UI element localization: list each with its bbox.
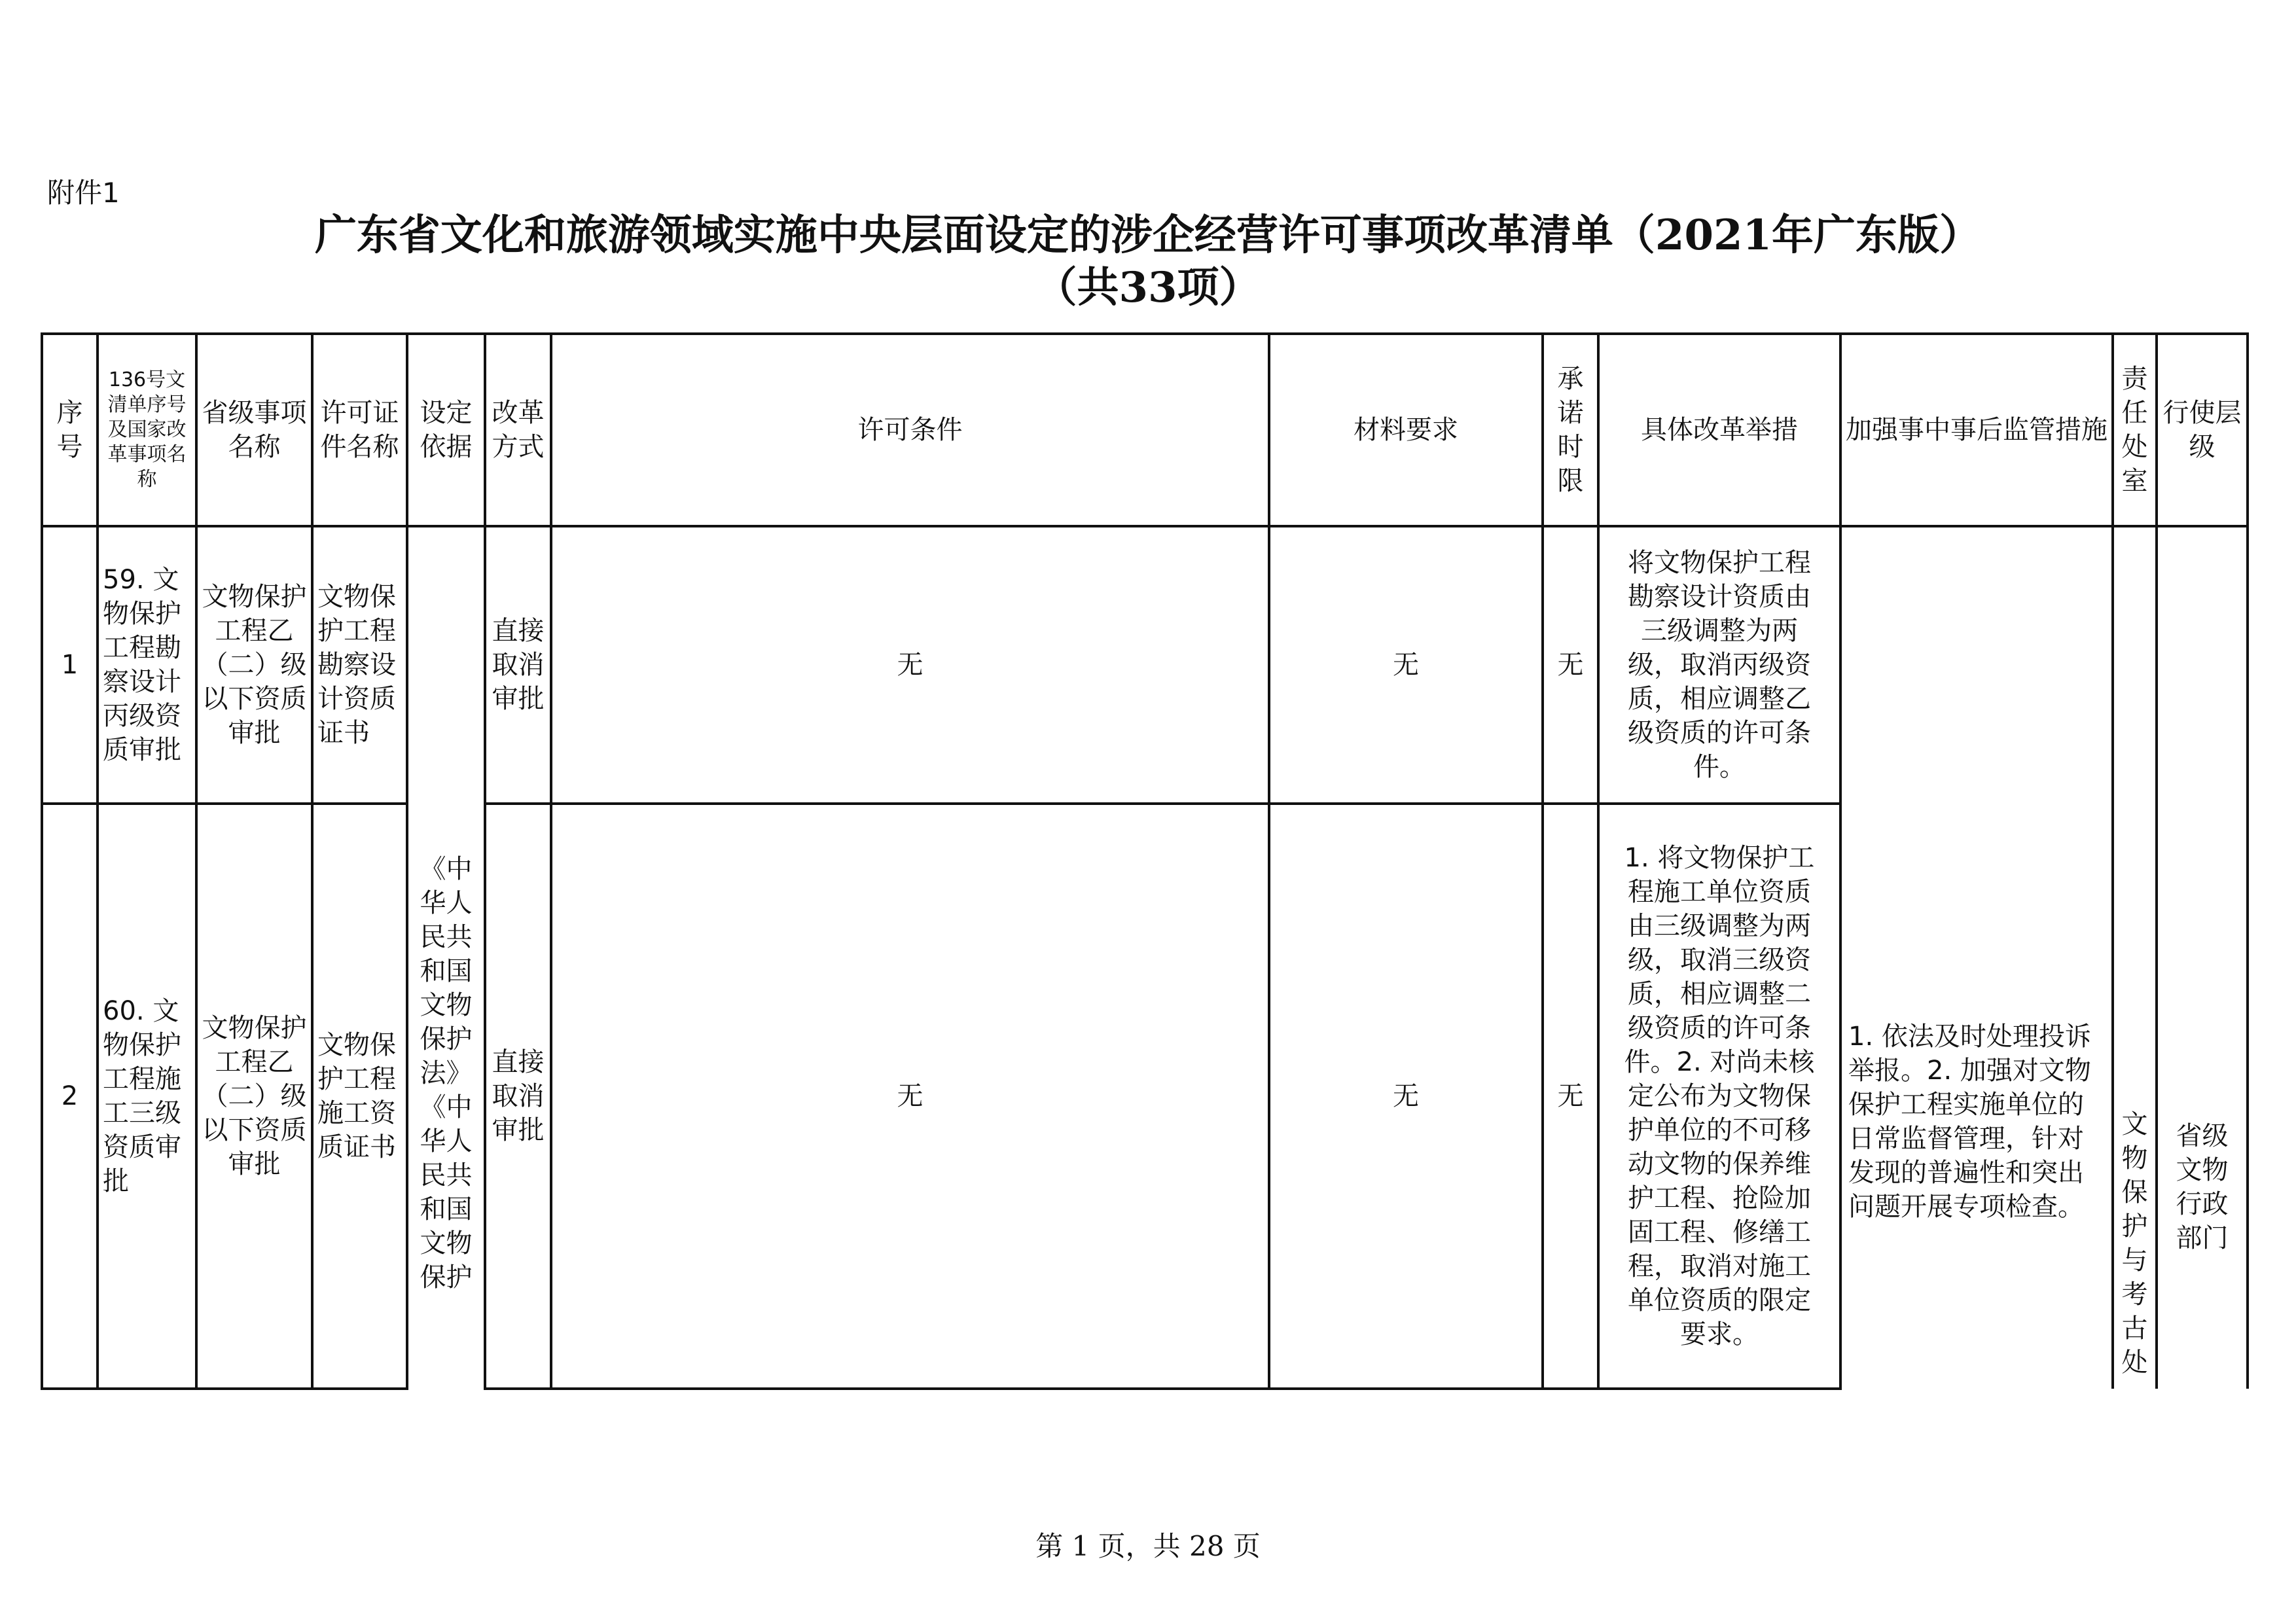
cell-materials: 无 xyxy=(1269,804,1543,1389)
supervision-text: 1. 依法及时处理投诉举报。2. 加强对文物保护工程实施单位的日常监督管理，针对发现的普遍性和突出问题开展专项检查。 xyxy=(1848,1022,2091,1222)
basis-text: 《中华人民共和国文物保护法》《中华人民共和国文物保护 xyxy=(420,854,473,1293)
cell-seq: 1 xyxy=(42,526,98,804)
cell-license-name: 文物保护工程勘察设计资质证书 xyxy=(312,526,407,804)
attachment-label: 附件1 xyxy=(47,177,120,209)
header-supervision: 加强事中事后监管措施 xyxy=(1840,334,2113,526)
header-item-136: 136号文清单序号及国家改革事项名称 xyxy=(98,334,196,526)
cell-reform-method: 直接取消审批 xyxy=(485,804,551,1389)
table-row xyxy=(42,526,2248,804)
cell-time-limit: 无 xyxy=(1543,526,1598,804)
cell-reform-method: 直接取消审批 xyxy=(485,526,551,804)
cell-conditions: 无 xyxy=(551,804,1269,1389)
header-seq: 序号 xyxy=(42,334,98,526)
header-measures: 具体改革举措 xyxy=(1598,334,1840,526)
header-office: 责任处室 xyxy=(2113,334,2157,526)
cell-materials: 无 xyxy=(1269,526,1543,804)
cell-supervision xyxy=(1840,526,2113,1389)
document-title xyxy=(0,209,2296,314)
header-provincial-name: 省级事项名称 xyxy=(196,334,312,526)
header-materials: 材料要求 xyxy=(1269,334,1543,526)
header-conditions: 许可条件 xyxy=(551,334,1269,526)
header-reform-method: 改革方式 xyxy=(485,334,551,526)
cell-item-136: 60. 文物保护工程施工三级资质审批 xyxy=(98,804,196,1389)
header-row xyxy=(42,334,2248,526)
cell-item-136: 59. 文物保护工程勘察设计丙级资质审批 xyxy=(98,526,196,804)
cell-measures: 将文物保护工程勘察设计资质由三级调整为两级，取消丙级资质，相应调整乙级资质的许可条件。 xyxy=(1598,526,1840,804)
level-text: 省级文物行政部门 xyxy=(2176,1121,2229,1253)
header-time-limit: 承诺时限 xyxy=(1543,334,1598,526)
cell-provincial-name: 文物保护工程乙（二）级以下资质审批 xyxy=(196,804,312,1389)
cell-basis xyxy=(407,526,485,1389)
cell-measures: 1. 将文物保护工程施工单位资质由三级调整为两级，取消三级资质，相应调整二级资质的许可条件。2. 对尚未核定公布为文物保护单位的不可移动文物的保养维护工程、抢险加固工程、修缮工程，取消对施工单位资质的限定要求。 xyxy=(1598,804,1840,1389)
cell-time-limit: 无 xyxy=(1543,804,1598,1389)
cell-seq: 2 xyxy=(42,804,98,1389)
header-basis: 设定依据 xyxy=(407,334,485,526)
header-license-name: 许可证件名称 xyxy=(312,334,407,526)
cell-conditions: 无 xyxy=(551,526,1269,804)
header-level: 行使层级 xyxy=(2157,334,2248,526)
title-line-2: （共33项） xyxy=(1035,263,1261,312)
reform-list-table xyxy=(41,332,2249,1390)
cell-provincial-name: 文物保护工程乙（二）级以下资质审批 xyxy=(196,526,312,804)
title-line-1: 广东省文化和旅游领域实施中央层面设定的涉企经营许可事项改革清单（2021年广东版） xyxy=(314,211,1982,260)
cell-office xyxy=(2113,526,2157,1389)
cell-license-name: 文物保护工程施工资质证书 xyxy=(312,804,407,1389)
cell-level xyxy=(2157,526,2248,1389)
office-text: 文物保护与考古处 xyxy=(2121,1109,2148,1378)
page-number: 第 1 页，共 28 页 xyxy=(1035,1530,1261,1562)
